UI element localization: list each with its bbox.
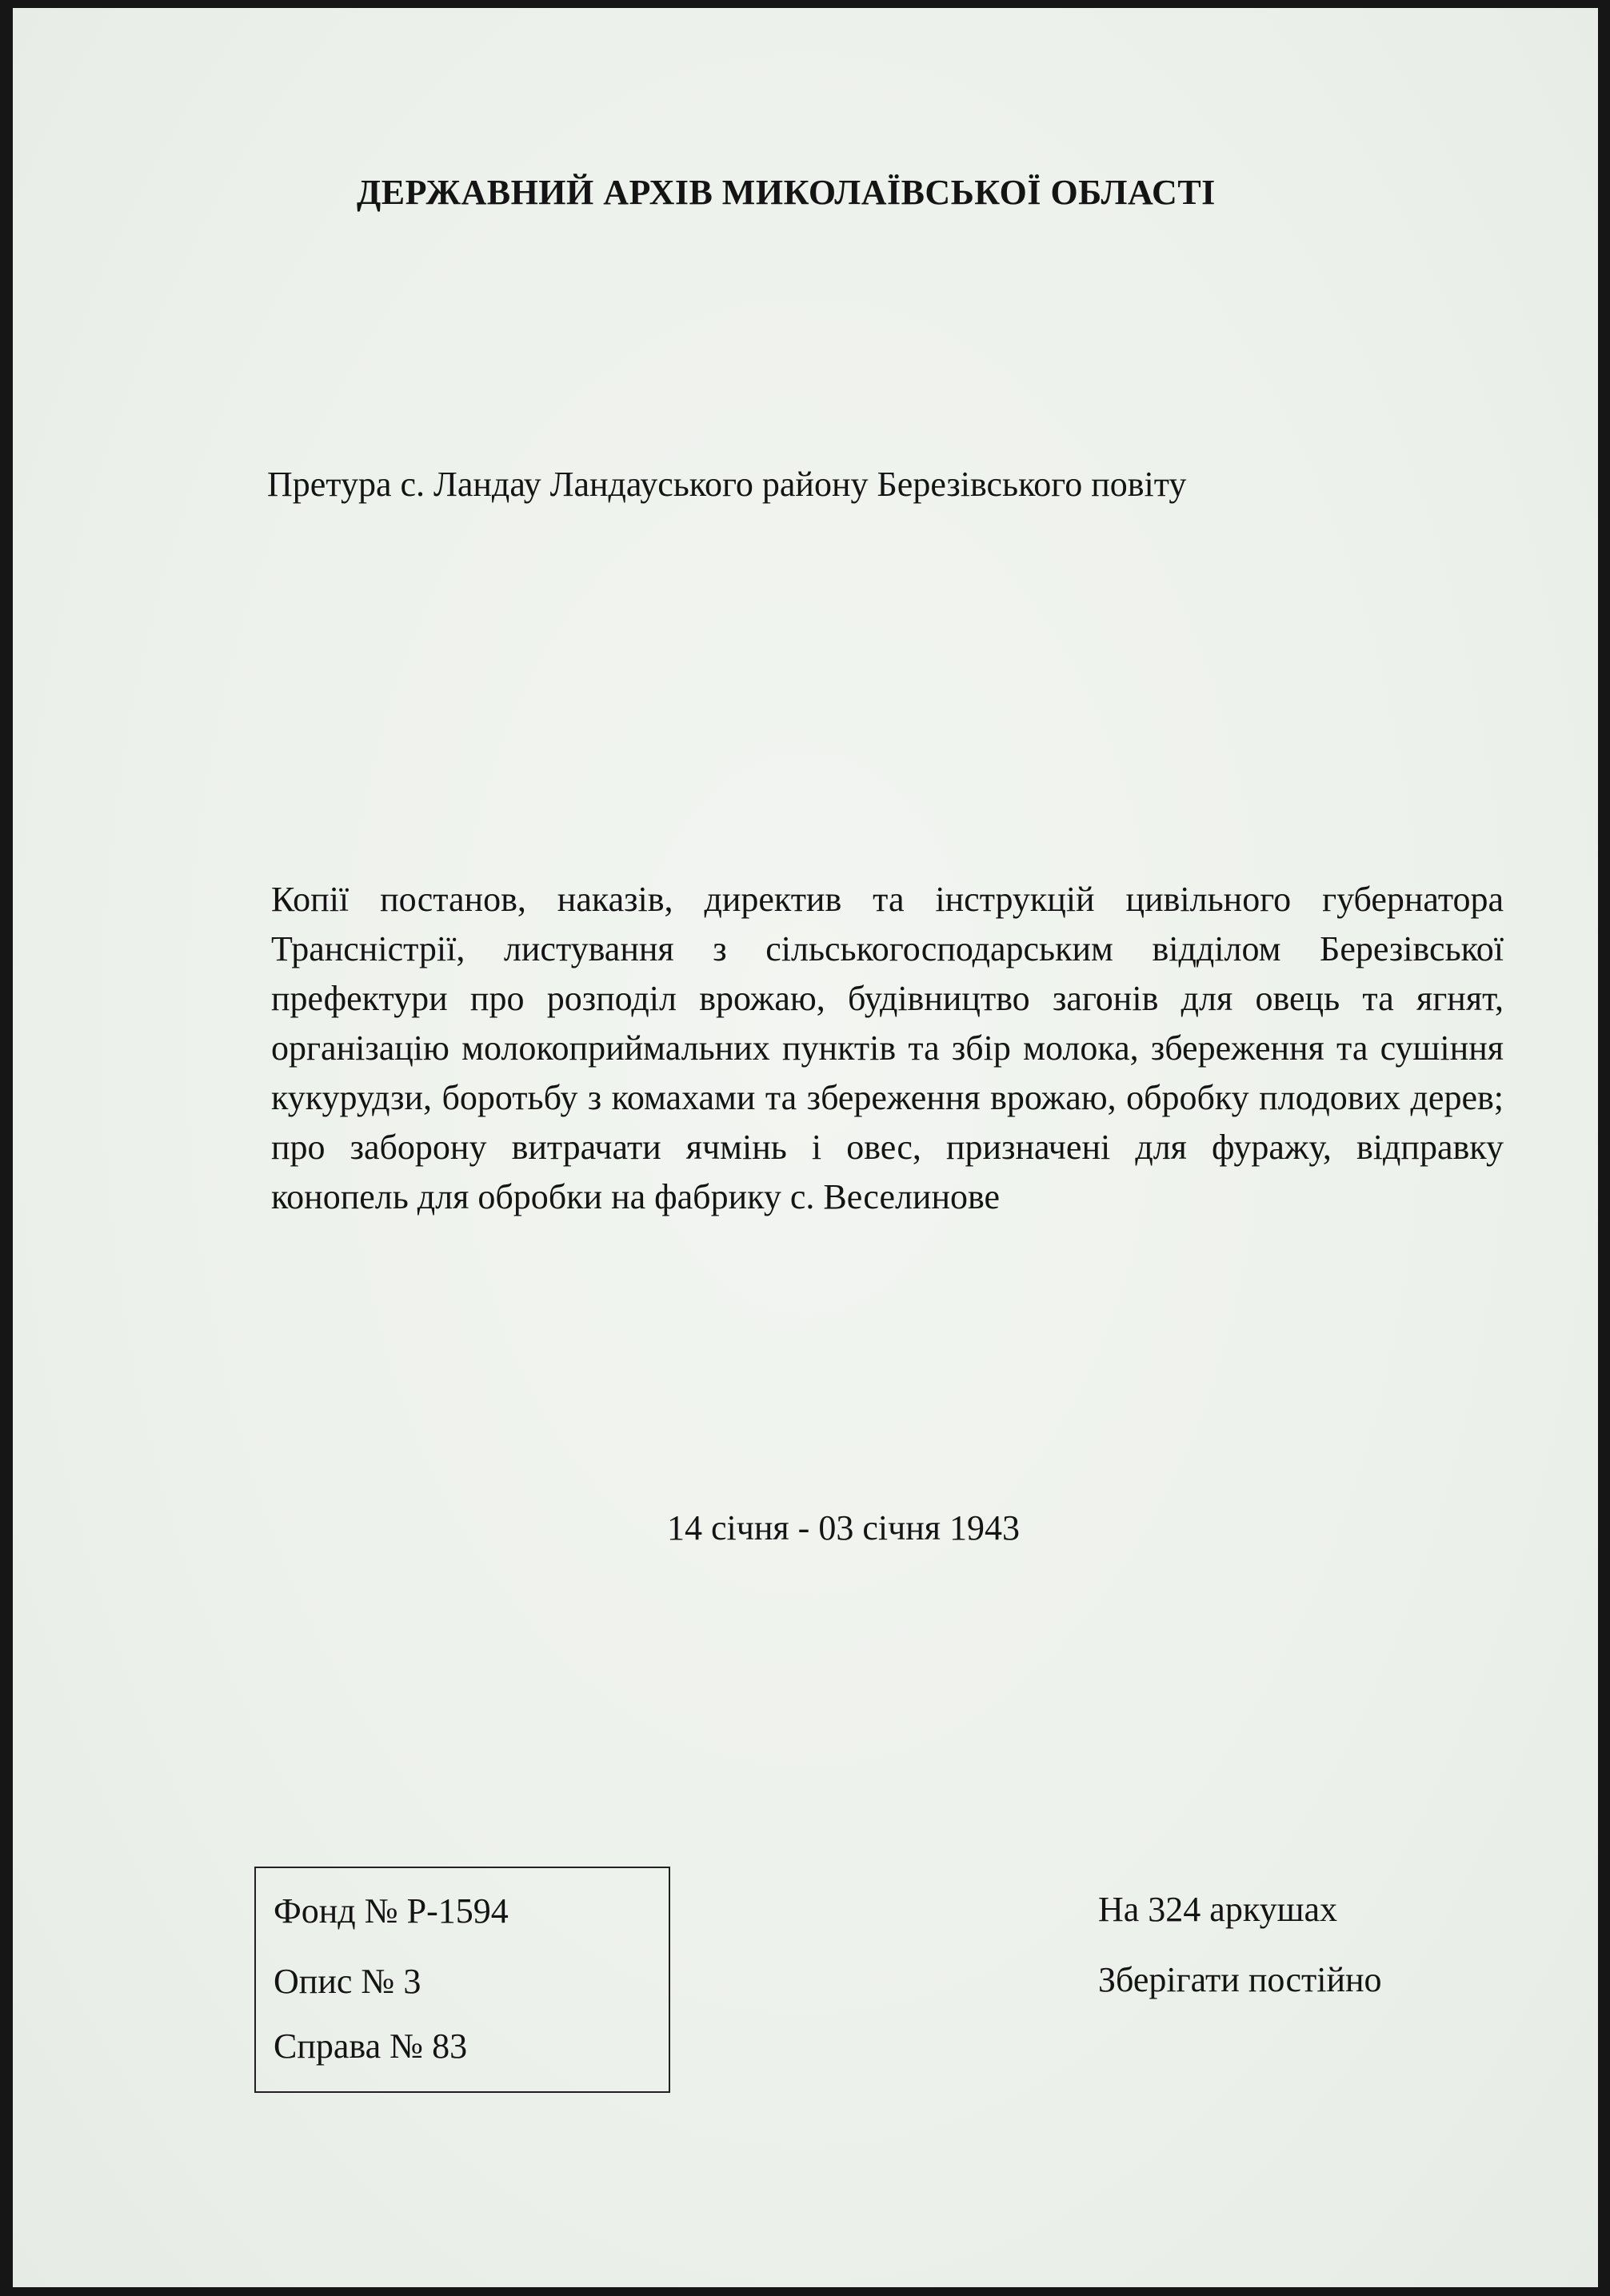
sheet-count: На 324 аркушах	[1098, 1890, 1337, 1929]
opys-number: Опис № 3	[274, 1962, 421, 2001]
document-page	[13, 8, 1598, 2287]
file-reference-box	[254, 1867, 670, 2093]
archive-title: ДЕРЖАВНИЙ АРХІВ МИКОЛАЇВСЬКОЇ ОБЛАСТІ	[357, 173, 1216, 212]
institution-name: Претура с. Ландау Ландауського району Березівського повіту	[267, 465, 1187, 504]
date-range: 14 січня - 03 січня 1943	[667, 1508, 1020, 1547]
file-description: Копії постанов, наказів, директив та інструкцій цивільного губернатора Трансністрії, листування з сільськогосподарським відділом Березівської префектури про розподіл врожаю, будівництво загонів для овець та ягнят, організацію молокоприймальних пунктів та збір молока, збереження та сушіння кукурудзи, боротьбу з комахами та збереження врожаю, обробку плодових дерев; про заборону витрачати ячмінь і овес, призначені для фуражу, відправку конопель для обробки на фабрику с. Веселинове	[271, 880, 1504, 1216]
fond-number: Фонд № Р-1594	[274, 1891, 509, 1931]
retention-note: Зберігати постійно	[1098, 1960, 1382, 1999]
sprava-number: Справа № 83	[274, 2026, 468, 2066]
